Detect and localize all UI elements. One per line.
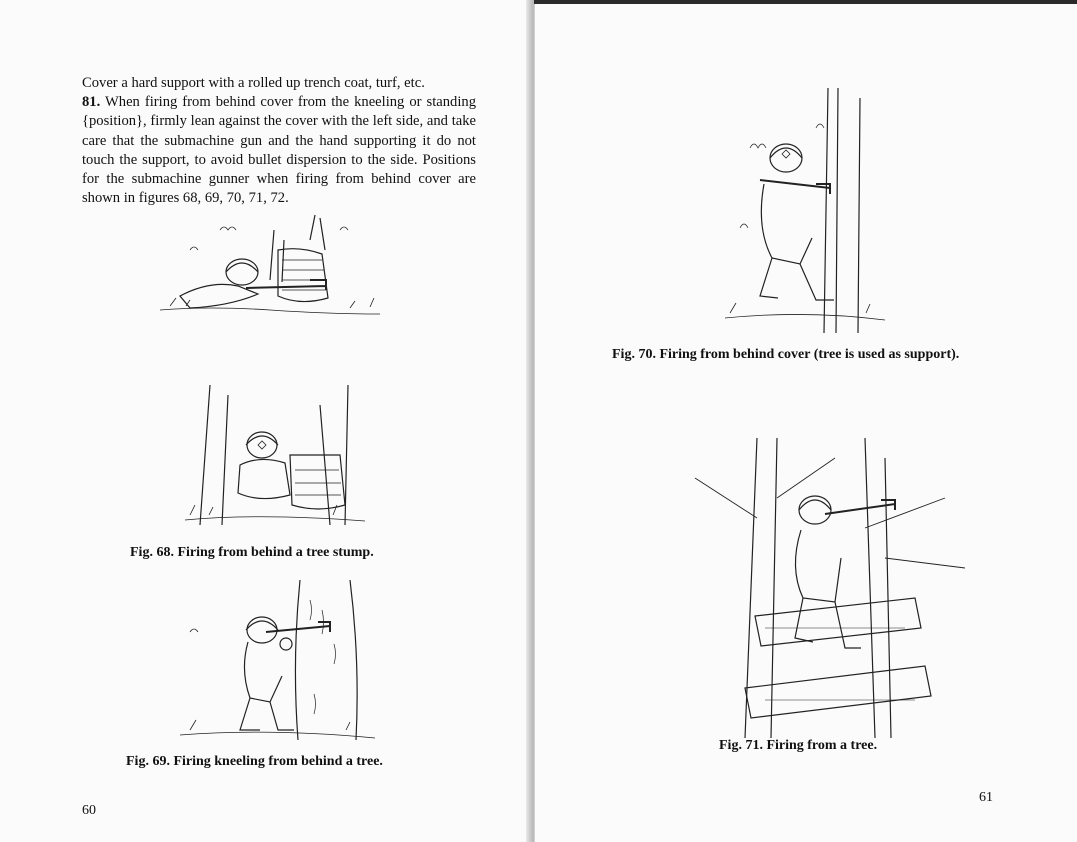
page-number-right: 61 [979,790,993,805]
left-page [0,0,533,842]
paragraph-body: When firing from behind cover from the kneeling or standing {position}, firmly lean against the cover with the left side, and take care that the submachine gun and the hand supporting it do not touch the support, to avoid bullet dispersion to the side. Positions for the submachine gunner when firing from behind cover are shown in figures 68, 69, 70, 71, 72. [82,94,476,207]
right-page [534,0,1077,842]
figure-68-stump-illustration [180,375,370,535]
figure-68-caption: Fig. 68. Firing from behind a tree stump. [130,545,374,560]
figure-71-illustration [685,438,975,738]
figure-71-caption: Fig. 71. Firing from a tree. [719,738,878,753]
paragraph-81 [82,93,476,208]
body-text [82,74,476,208]
scan-edge [534,0,1077,4]
figure-69-illustration [170,580,380,745]
figure-68-illustration [150,210,390,340]
figure-70-caption: Fig. 70. Firing from behind cover (tree is used as support). [612,347,960,362]
paragraph-number: 81. [82,94,101,111]
text-line-1: Cover a hard support with a rolled up trench coat, turf, etc. [82,75,425,91]
show-through-noise [595,100,598,116]
page-number-left: 60 [82,803,96,818]
figure-69-caption: Fig. 69. Firing kneeling from behind a tree. [126,754,383,769]
figure-70-illustration [720,88,890,338]
